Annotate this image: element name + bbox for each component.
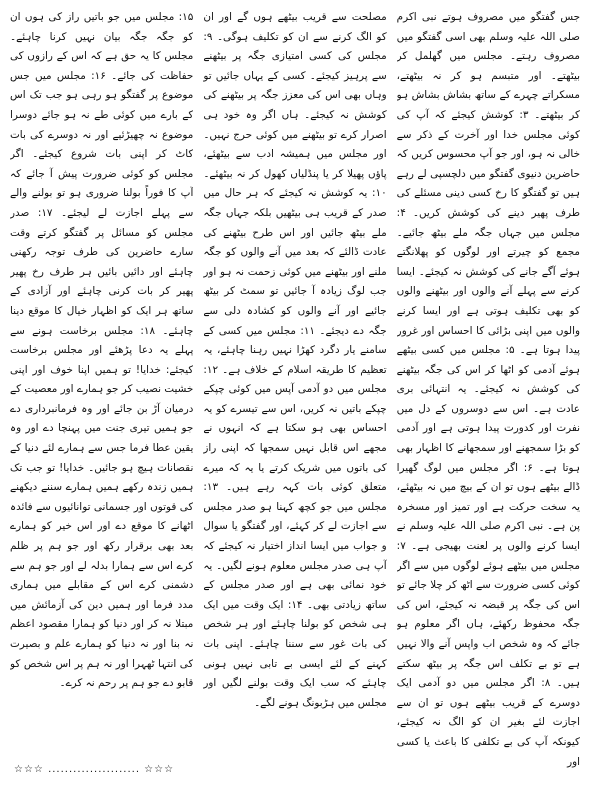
column-right-text: جس گفتگو میں مصروف ہوتے نبی اکرم صلی اللہ علیہ وسلم بھی اسی گفتگو میں مصروف رہتے۔ مجلس میں گھلمل کر بیٹھتے۔ اور متبسم ہو کر نہ بیٹھتے، مسکراتے چہرے کے ساتھ بشاش بشاش ہو کر بیٹھتے۔ ۳: کوشش کیجئے کہ آپ کی کوئی مجلس خدا اور آخرت کے ذکر سے خالی نہ ہو، اور جو آپ محسوس کریں کہ حاضرین دنیوی گفتگو میں دلچسپی لے رہے ہیں تو گفتگو کا رخ کسی دینی مسئلے کی طرف پھیر دینے کی کوشش کریں۔ ۴: مجلس میں جہاں جگہ ملے بیٹھ جائیے۔ مجمع کو چیرتے اور لوگوں کو پھلانگتے ہوئے آگے جانے کی کوشش نہ کیجئے۔ ایسا کرنے سے پہلے آنے والوں اور بیٹھنے والوں کو بھی تکلیف ہوتی ہے اور ایسا کرنے والوں میں اپنی بڑائی کا احساس اور غرور پیدا ہوتا ہے۔ ۵: مجلس میں کسی بیٹھے ہوئے آدمی کو اٹھا کر اس کی جگہ بیٹھنے کی کوشش نہ کیجئے۔ یہ انتہائی بری عادت ہے۔ اس سے دوسروں کے دل میں نفرت اور کدورت پیدا ہوتی ہے اور آدمی کو بڑا سمجھنے اور سمجھانے کا اظہار بھی ہوتا ہے۔ ۶: اگر مجلس میں لوگ گھیرا ڈالے بیٹھے ہوں تو ان کے بیچ میں نہ بیٹھئے، یہ سخت حرکت ہے اور تمیز اور مسخرہ پن ہے۔ نبی اکرم صلی اللہ علیہ وسلم نے ایسا کرنے والوں پر لعنت بھیجی ہے۔ ۷: مجلس میں بیٹھے ہوئے لوگوں میں سے اگر کوئی کسی ضرورت سے اٹھ کر چلا جائے تو اس کی جگہ پر قبضہ نہ کیجئے، اس کی جگہ محفوظ رکھئے، ہاں اگر معلوم ہو جائے کہ وہ شخص اب واپس آنے والا نہیں ہے تو بے تکلف اس جگہ پر بیٹھ سکتے ہیں۔ ۸: اگر مجلس میں دو آدمی ایک دوسرے کے قریب بیٹھے ہوں تو ان سے اجازت لئے بغیر ان کو الگ نہ کیجئے، کیونکہ آپ کی بے تکلفی کا باعث یا کسی اور: [396, 11, 580, 768]
column-middle: [203, 8, 386, 778]
text-columns: [10, 8, 580, 778]
column-right: [397, 8, 580, 778]
column-left-text: ۱۵: مجلس میں جو باتیں راز کی ہوں ان کو جگہ جگہ بیان نہیں کرنا چاہئے۔ مجلس کا یہ حق ہے کہ اس کے رازوں کی حفاظت کی جائے۔ ۱۶: مجلس میں جس موضوع پر گفتگو ہو رہی ہو جب تک اس کے بارے میں کوئی طے نہ ہو جائے دوسرا موضوع نہ چھیڑئیے اور نہ دوسرے کی بات کاٹ کر اپنی بات شروع کیجئے۔ اگر مجلس کو کوئی ضرورت پیش آ جائے کہ آپ کا فوراً بولنا ضروری ہو تو بولنے والے سے پہلے اجازت لے لیجئے۔ ۱۷: صدر مجلس کو مسائل پر گفتگو کرتے وقت سارے حاضرین کی طرف توجہ رکھنی چاہئے اور دائیں بائیں ہر طرف رخ پھیر پھیر کر بات کرنی چاہئے اور آزادی کے ساتھ ہر ایک کو اظہار خیال کا موقع دینا چاہئے۔ ۱۸: مجلس برخاست ہونے سے پہلے یہ دعا پڑھئے اور مجلس برخاست کیجئے: خدایا! تو ہمیں اپنا خوف اور اپنی خشیت نصیب کر جو ہمارے اور معصیت کے درمیان آڑ بن جائے اور وہ فرمانبرداری دے جو ہمیں تیری جنت میں پہنچا دے اور وہ یقین عطا فرما جس سے ہمارے لئے دنیا کے نقصانات ہیچ ہو جائیں۔ خدایا! تو جب تک ہمیں زندہ رکھے ہمیں ہمارے سننے دیکھنے کی قوتوں اور جسمانی توانائیوں سے فائدہ اٹھانے کا موقع دے اور اس خیر کو ہمارے بعد بھی برقرار رکھ اور جو ہم پر ظلم کرے اس سے ہمارا بدلہ لے اور جو ہم سے دشمنی کرے اس کے مقابلے میں ہماری مدد فرما اور ہمیں دین کی آزمائش میں مبتلا نہ کر اور دنیا کو ہمارا مقصود اعظم نہ بنا اور نہ دنیا کو ہمارے علم و بصیرت کی انتہا ٹھہرا اور نہ ہم پر اس شخص کو قابو دے جو ہم پر رحم نہ کرے۔: [10, 11, 194, 690]
footer-stars: ☆☆☆ ...................... ☆☆☆: [14, 764, 175, 775]
column-left: [10, 8, 193, 778]
column-middle-text: مصلحت سے قریب بیٹھے ہوں گے اور ان کو الگ کرنے سے ان کو تکلیف ہوگی۔ ۹: مجلس کی کسی امتیازی جگہ پر بیٹھنے سے پرہیز کیجئے۔ کسی کے یہاں جائیں تو وہاں بھی اس کی معزز جگہ پر بیٹھنے کی کوشش نہ کیجئے۔ ہاں اگر وہ خود ہی اصرار کرے تو بیٹھنے میں کوئی حرج نہیں۔ اور مجلس میں ہمیشہ ادب سے بیٹھئے، پاؤں پھیلا کر یا پنڈلیاں کھول کر نہ بیٹھئے۔ ۱۰: یہ کوشش نہ کیجئے کہ ہر حال میں صدر کے قریب ہی بیٹھیں بلکہ جہاں جگہ ملے بیٹھ جائیں اور اس طرح بیٹھنے کی عادت ڈالئے کہ بعد میں آنے والوں کو جگہ ملنے اور بیٹھنے میں کوئی زحمت نہ ہو اور جب لوگ زیادہ آ جائیں تو سمٹ کر بیٹھ جائیے اور آنے والوں کو کشادہ دلی سے جگہ دے دیجئے۔ ۱۱: مجلس میں کسی کے سامنے یار دگرد کھڑا نہیں رہنا چاہئے، یہ تعظیم کا طریقہ اسلام کے خلاف ہے۔ ۱۲: مجلس میں دو آدمی آپس میں کوئی چپکے چپکے باتیں نہ کریں، اس سے تیسرے کو یہ احساس بھی ہو سکتا ہے کہ انہوں نے مجھے اس قابل نہیں سمجھا کہ اپنی راز کی باتوں میں شریک کرتے یا یہ کہ میرے متعلق کوئی بات کہہ رہے ہیں۔ ۱۳: مجلس میں جو کچھ کہنا ہو صدر مجلس سے اجازت لے کر کہئے، اور گفتگو یا سوال و جواب میں ایسا انداز اختیار نہ کیجئے کہ آپ ہی صدر مجلس معلوم ہونے لگیں۔ یہ خود نمائی بھی ہے اور صدر مجلس کے ساتھ زیادتی بھی۔ ۱۴: ایک وقت میں ایک ہی شخص کو بولنا چاہئے اور ہر شخص کی بات غور سے سننا چاہئے۔ اپنی بات کہنے کے لئے ایسی بے تابی نہیں ہونی چاہئے کہ سب ایک وقت بولنے لگیں اور مجلس میں ہڑبونگ ہونے لگے۔: [203, 11, 387, 709]
